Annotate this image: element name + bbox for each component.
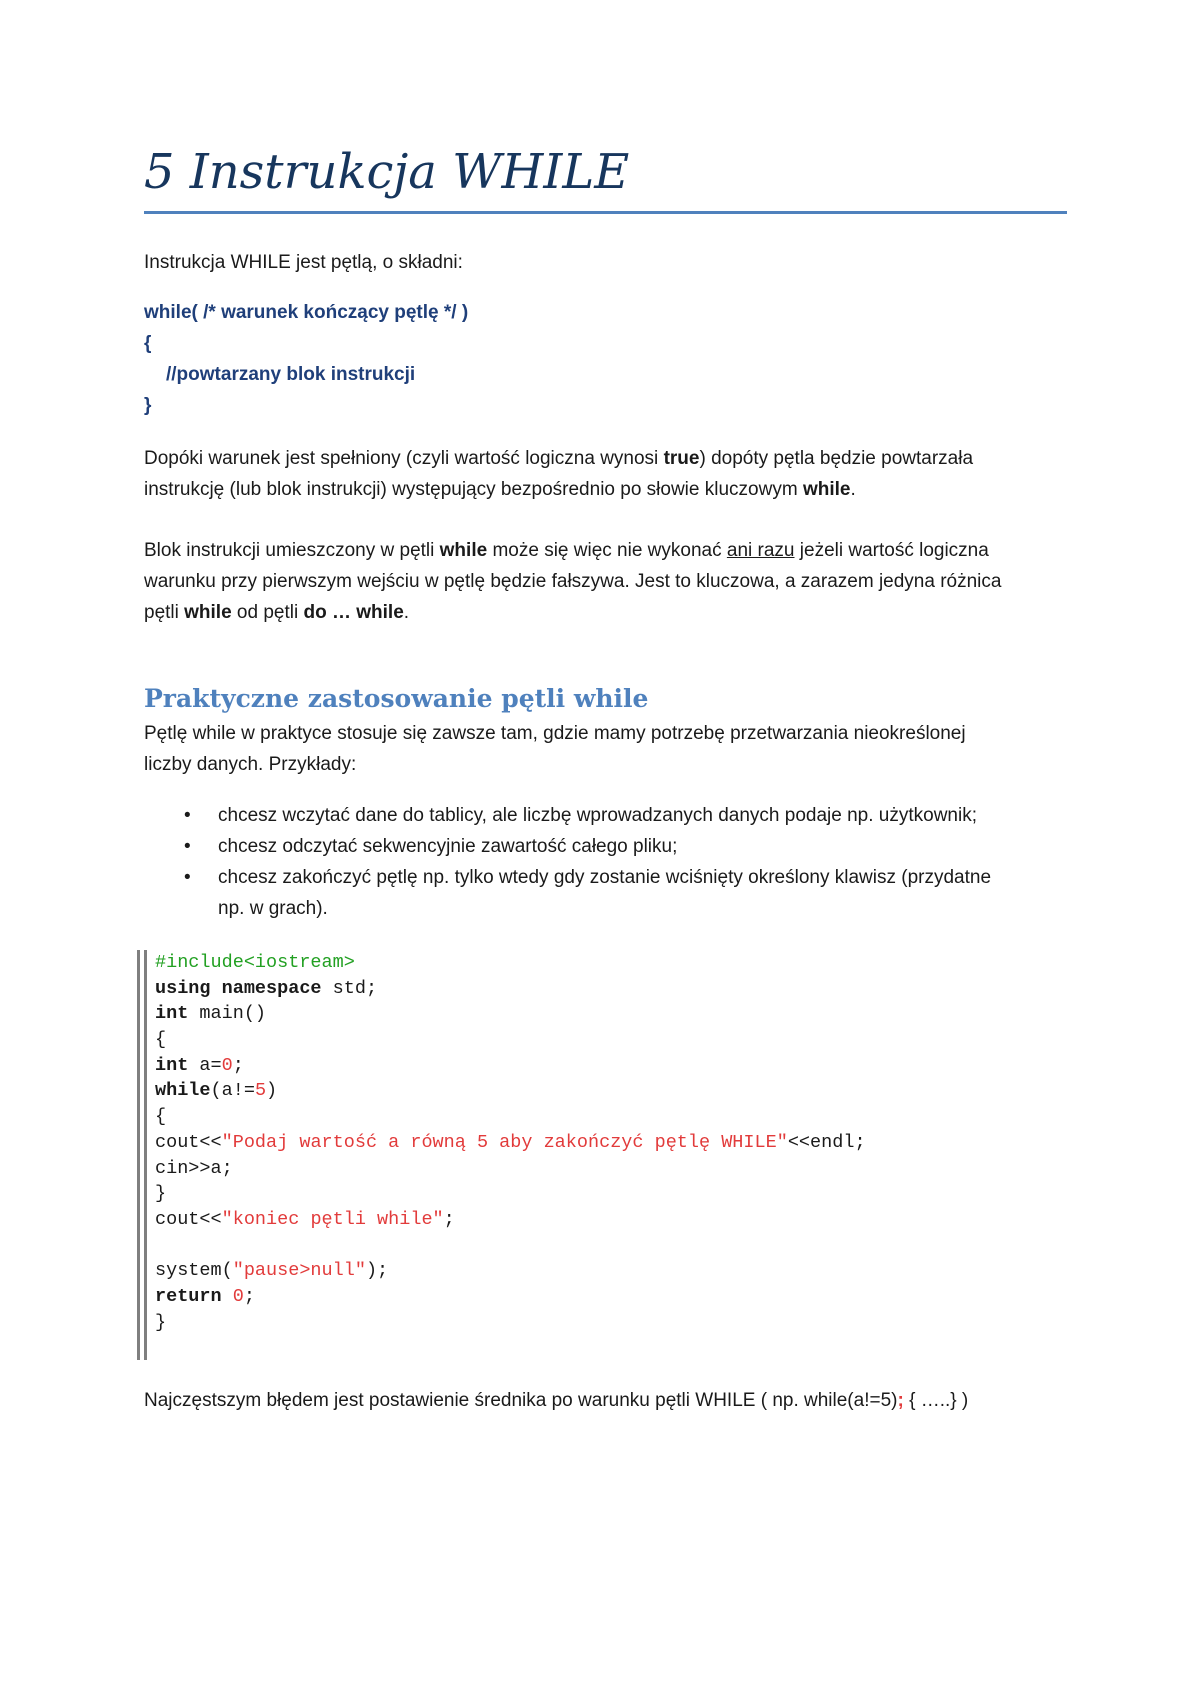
code-text: { — [155, 1029, 167, 1051]
code-text: <<endl; — [787, 1131, 866, 1153]
examples-list — [144, 800, 991, 924]
code-text — [222, 1286, 233, 1307]
code-line — [155, 1130, 944, 1156]
bold-keyword: while — [184, 602, 232, 623]
text-run: Dopóki warunek jest spełniony (czyli wartość logiczna wynosi — [144, 448, 664, 469]
list-item — [144, 831, 991, 862]
text-run: Najczęstszym błędem jest postawienie średnika po warunku pętli WHILE ( np. while(a!=5) — [144, 1390, 898, 1411]
code-line — [155, 1027, 944, 1053]
code-keyword: int — [155, 1054, 189, 1076]
list-item — [144, 800, 991, 831]
bullet-icon: • — [184, 805, 191, 826]
code-line — [155, 1156, 944, 1182]
bold-keyword: do … while — [303, 602, 404, 623]
code-text: system( — [155, 1260, 233, 1282]
code-text: ; — [232, 1054, 244, 1076]
code-line-blank — [155, 1233, 944, 1259]
code-string: "pause>null" — [232, 1260, 366, 1282]
code-text: ; — [443, 1208, 455, 1230]
syntax-line-3: //powtarzany blok instrukcji — [166, 364, 416, 385]
code-string: "Podaj wartość a równą 5 aby zakończyć pętlę WHILE" — [221, 1131, 788, 1153]
list-item-text: np. w grach). — [218, 898, 328, 919]
code-block — [144, 950, 944, 1360]
intro-text: Instrukcja WHILE jest pętlą, o składni: — [144, 252, 463, 273]
highlighted-semicolon: ; — [897, 1390, 904, 1411]
text-run: . — [850, 479, 856, 500]
text-run: { …..} ) — [903, 1390, 969, 1411]
bullet-icon: • — [184, 867, 191, 888]
syntax-line-1: while( /* warunek kończący pętlę */ ) — [144, 302, 469, 323]
code-line — [155, 1181, 944, 1207]
paragraph-1-line-2 — [144, 474, 856, 505]
code-line — [155, 1001, 944, 1027]
code-line — [155, 1207, 944, 1233]
code-text: main() — [188, 1003, 267, 1025]
text-run: od pętli — [231, 602, 304, 623]
paragraph-2-line-3 — [144, 597, 409, 628]
list-item-continuation — [144, 893, 991, 924]
code-number: 0 — [232, 1285, 244, 1307]
code-line — [155, 1053, 944, 1079]
code-string: "koniec pętli while" — [221, 1208, 444, 1230]
text-run: instrukcję (lub blok instrukcji) występujący bezpośrednio po słowie kluczowym — [144, 479, 803, 500]
code-line — [155, 976, 944, 1002]
bullet-icon: • — [184, 836, 191, 857]
final-note — [144, 1385, 968, 1416]
paragraph-2-line-1 — [144, 535, 989, 566]
code-text: cout<< — [155, 1208, 222, 1230]
text-run: ) dopóty pętla będzie powtarzała — [699, 448, 974, 469]
bold-keyword: while — [802, 479, 851, 500]
code-line — [155, 1104, 944, 1130]
page-title: 5 Instrukcja WHILE — [144, 144, 630, 200]
text-run: pętli — [144, 602, 185, 623]
list-item-text: chcesz odczytać sekwencyjnie zawartość całego pliku; — [218, 836, 678, 857]
code-text: ) — [266, 1080, 278, 1102]
syntax-line-4: } — [144, 395, 152, 416]
text-run: jeżeli wartość logiczna — [794, 540, 989, 561]
code-text: a= — [188, 1054, 222, 1076]
list-item-text: chcesz zakończyć pętlę np. tylko wtedy gdy zostanie wciśnięty określony klawisz (przydatne — [218, 867, 992, 888]
code-text: ); — [365, 1260, 389, 1282]
code-keyword: while — [155, 1080, 211, 1102]
code-number: 5 — [254, 1080, 267, 1102]
title-underline — [144, 211, 1067, 214]
text-run: może się więc nie wykonać — [487, 540, 727, 561]
list-item-text: chcesz wczytać dane do tablicy, ale liczbę wprowadzanych danych podaje np. użytkownik; — [218, 805, 977, 826]
paragraph-2-line-2: warunku przy pierwszym wejściu w pętlę będzie fałszywa. Jest to kluczowa, a zarazem jedyna różnica — [144, 571, 1002, 592]
code-keyword: int — [155, 1003, 189, 1025]
code-line — [155, 1078, 944, 1104]
code-text: } — [155, 1183, 167, 1205]
bold-keyword: true — [663, 448, 700, 469]
code-text: { — [155, 1106, 167, 1128]
code-text: ; — [243, 1285, 255, 1307]
section-heading: Praktyczne zastosowanie pętli while — [144, 684, 649, 713]
list-item — [144, 862, 991, 893]
code-keyword: return — [155, 1285, 222, 1307]
code-preprocessor: #include<iostream> — [155, 952, 355, 973]
section-paragraph-line-1: Pętlę while w praktyce stosuje się zawsze tam, gdzie mamy potrzebę przetwarzania nieokreślonej — [144, 723, 966, 744]
code-keyword: using namespace — [155, 977, 322, 999]
section-paragraph-line-2: liczby danych. Przykłady: — [144, 754, 357, 775]
bold-keyword: while — [439, 540, 488, 561]
code-line — [155, 1284, 944, 1310]
code-line — [155, 1310, 944, 1336]
code-text: } — [155, 1311, 167, 1333]
code-number: 0 — [221, 1054, 233, 1076]
paragraph-1-line-1 — [144, 443, 973, 474]
text-run: . — [403, 602, 410, 623]
syntax-line-2: { — [144, 333, 152, 354]
code-line — [155, 1258, 944, 1284]
text-run: Blok instrukcji umieszczony w pętli — [144, 540, 440, 561]
code-line — [155, 950, 944, 976]
code-text: cout<< — [155, 1131, 222, 1153]
code-text: cin>>a; — [155, 1157, 233, 1179]
underlined-text: ani razu — [726, 540, 795, 561]
code-text: std; — [321, 977, 378, 999]
code-text: (a!= — [210, 1080, 255, 1102]
